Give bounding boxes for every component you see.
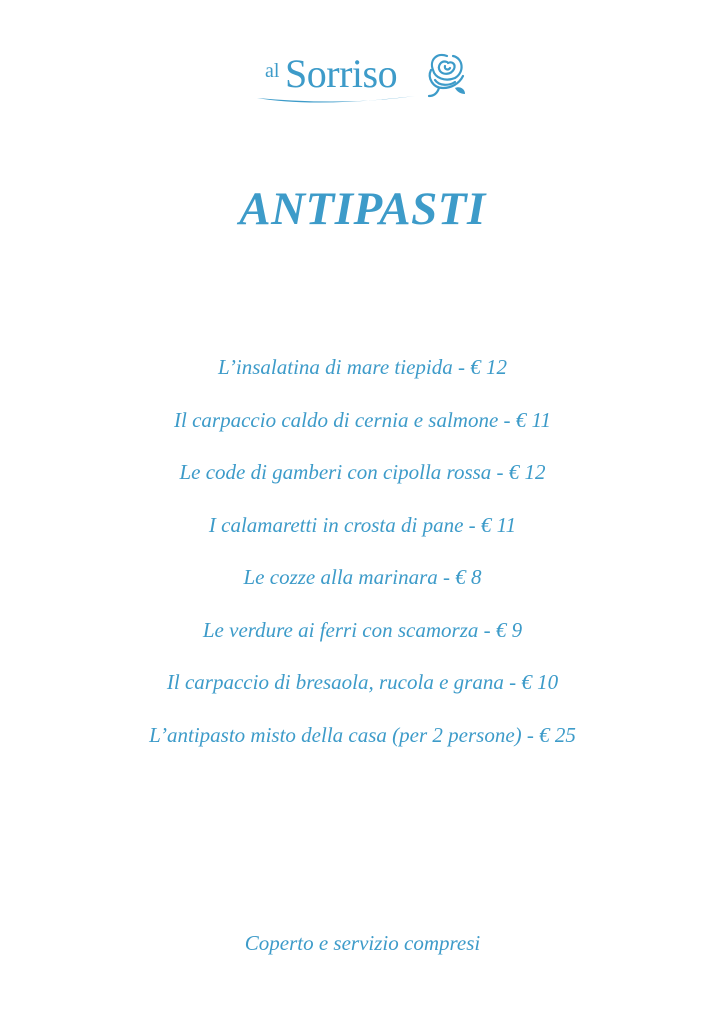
footer-note: Coperto e servizio compresi [244,931,481,955]
menu-item: L’insalatina di mare tiepida - € 12 [218,355,507,379]
menu-item: Le code di gamberi con cipolla rossa - € 12 [179,460,546,484]
menu-list [0,352,725,772]
menu-item: I calamaretti in crosta di pane - € 11 [208,512,517,537]
menu-item: Il carpaccio caldo di cernia e salmone - € 11 [174,407,551,432]
logo-prefix: al [265,60,280,82]
restaurant-logo [255,50,470,112]
rose-icon [425,50,469,100]
menu-item: L’antipasto misto della casa (per 2 persone) - € 25 [149,722,576,747]
menu-item: Le verdure ai ferri con scamorza - € 9 [202,617,523,642]
menu-item: Il carpaccio di bresaola, rucola e grana - € 10 [166,670,559,694]
logo-swoosh-icon [255,84,425,106]
menu-item: Le cozze alla marinara - € 8 [243,565,482,589]
section-title: ANTIPASTI [239,183,486,235]
logo-name: Sorriso [285,51,398,96]
